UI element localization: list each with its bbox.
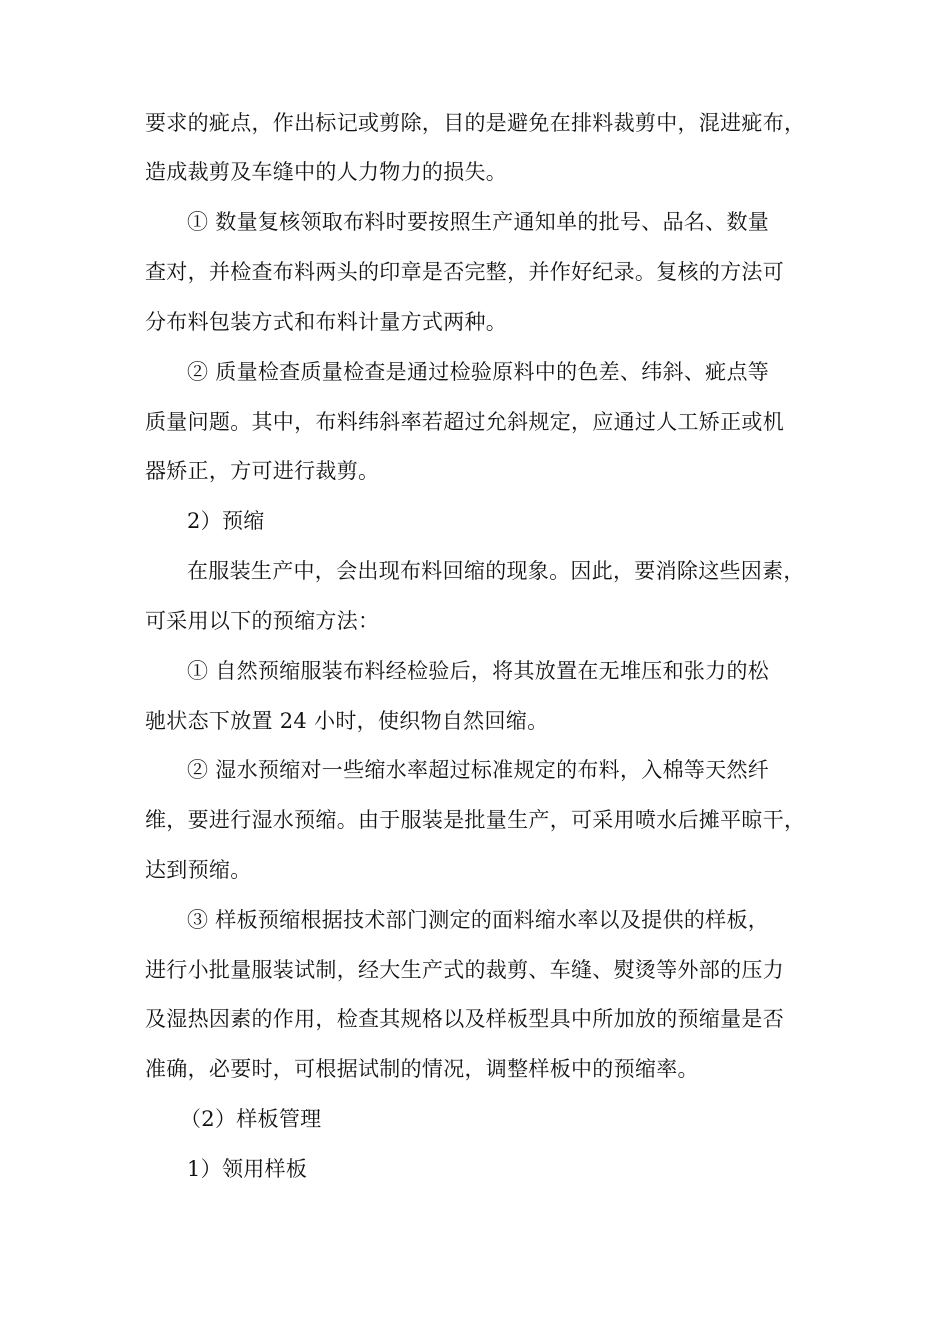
section-heading-receive-samples: 1）领用样板	[187, 1157, 308, 1181]
text-line: 器矫正，方可进行裁剪。	[145, 459, 380, 483]
text-line: 准确，必要时，可根据试制的情况，调整样板中的预缩率。	[145, 1057, 699, 1081]
text-line: 达到预缩。	[145, 858, 252, 882]
text-line: 及湿热因素的作用，检查其规格以及样板型具中所加放的预缩量是否	[145, 1007, 784, 1031]
section-heading-preshrink: 2）预缩	[187, 509, 265, 533]
list-item-quantity-check: ① 数量复核领取布料时要按照生产通知单的批号、品名、数量	[187, 210, 770, 234]
list-item-sample-preshrink: ③ 样板预缩根据技术部门测定的面料缩水率以及提供的样板，	[187, 908, 770, 932]
list-item-natural-preshrink: ① 自然预缩服装布料经检验后，将其放置在无堆压和张力的松	[187, 659, 770, 683]
list-item-wet-preshrink: ② 湿水预缩对一些缩水率超过标准规定的布料，入棉等天然纤	[187, 758, 770, 782]
text-line: 质量问题。其中，布料纬斜率若超过允斜规定，应通过人工矫正或机	[145, 410, 784, 434]
text-line: 驰状态下放置 24 小时，使织物自然回缩。	[145, 709, 549, 733]
text-line: 分布料包装方式和布料计量方式两种。	[145, 310, 508, 334]
paragraph-intro: 在服装生产中，会出现布料回缩的现象。因此，要消除这些因素，	[187, 559, 805, 583]
text-line: 造成裁剪及车缝中的人力物力的损失。	[145, 160, 508, 184]
text-line: 要求的疵点，作出标记或剪除，目的是避免在排料裁剪中，混进疵布，	[145, 111, 806, 135]
section-heading-sample-management: （2）样板管理	[180, 1107, 322, 1131]
text-line: 维，要进行湿水预缩。由于服装是批量生产，可采用喷水后摊平晾干，	[145, 808, 806, 832]
text-line: 查对，并检查布料两头的印章是否完整，并作好纪录。复核的方法可	[145, 260, 784, 284]
text-line: 可采用以下的预缩方法：	[145, 609, 380, 633]
list-item-quality-check: ② 质量检查质量检查是通过检验原料中的色差、纬斜、疵点等	[187, 360, 770, 384]
text-line: 进行小批量服装试制，经大生产式的裁剪、车缝、熨烫等外部的压力	[145, 958, 784, 982]
